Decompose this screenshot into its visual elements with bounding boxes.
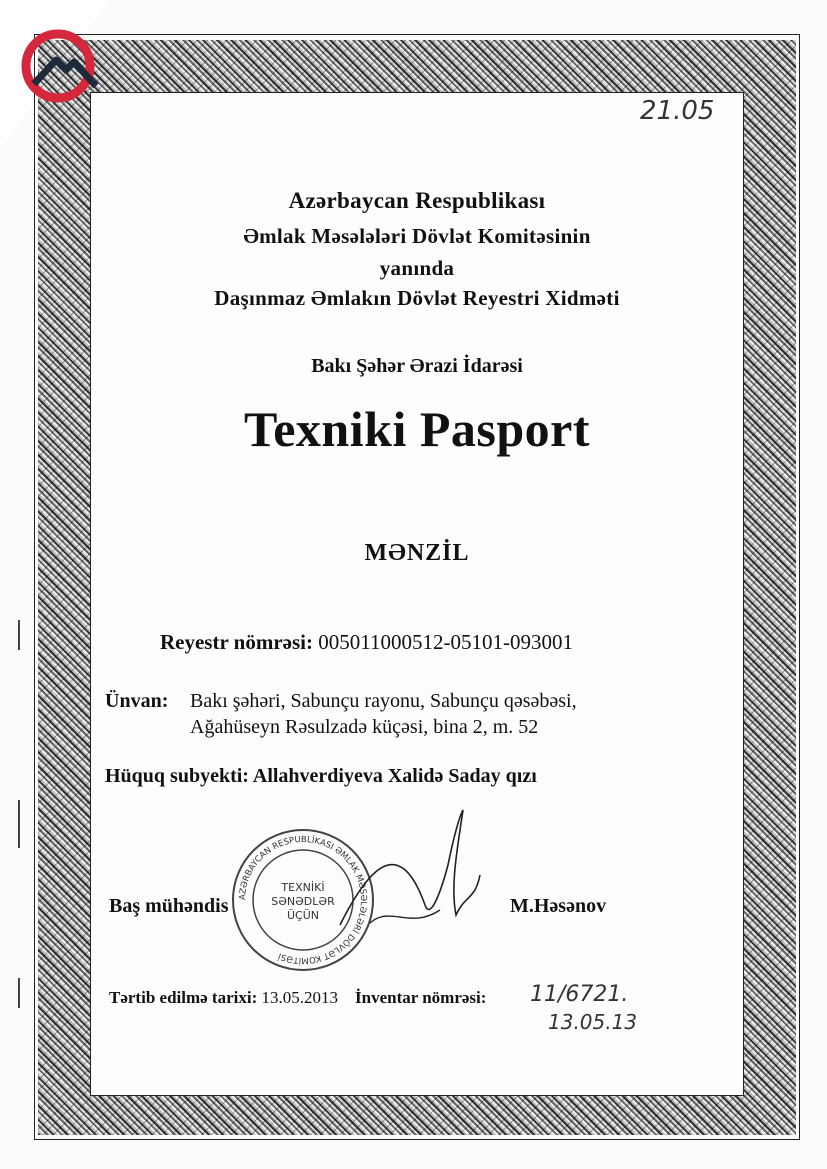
owner-label: Hüquq subyekti: (105, 765, 249, 787)
owner-row (105, 765, 537, 788)
svg-text:SƏNƏDLƏR: SƏNƏDLƏR (271, 895, 335, 908)
registry-label: Reyestr nömrəsi: (160, 630, 313, 654)
date-label: Tərtib edilmə tarixi: (109, 988, 258, 1007)
scan-margin-mark (18, 978, 20, 1008)
owner-value: Allahverdiyeva Xalidə Saday qızı (252, 765, 537, 787)
svg-text:TEXNİKİ: TEXNİKİ (281, 881, 325, 894)
scan-margin-mark (18, 800, 20, 848)
property-type: MƏNZİL (364, 540, 470, 566)
address-line-2: Ağahüseyn Rəsulzadə küçəsi, bina 2, m. 52 (190, 716, 539, 738)
header-committee: Əmlak Məsələləri Dövlət Komitəsinin (243, 224, 591, 248)
chief-engineer-label: Baş mühəndis (109, 895, 229, 917)
registry-value: 005011000512-05101-093001 (318, 630, 573, 654)
header-at: yanında (379, 256, 455, 280)
document-title: Texniki Pasport (243, 401, 590, 457)
handwritten-inventory-date: 13.05.13 (548, 1010, 638, 1034)
engineer-name: M.Həsənov (510, 895, 607, 917)
registry-number-row (160, 630, 573, 655)
address-line-1: Bakı şəhəri, Sabunçu rayonu, Sabunçu qəsəbəsi, (190, 690, 577, 712)
header-republic: Azərbaycan Respublikası (288, 188, 546, 213)
address-label: Ünvan: (105, 690, 169, 712)
svg-text:ÜÇÜN: ÜÇÜN (286, 909, 320, 922)
scan-margin-mark (18, 620, 20, 650)
footer-row (109, 988, 486, 1008)
office-name: Bakı Şəhər Ərazi İdarəsi (311, 355, 523, 377)
handwritten-inventory-number: 11/6721. (530, 982, 629, 1007)
inventory-label: İnventar nömrəsi: (355, 988, 487, 1007)
date-value: 13.05.2013 (261, 988, 338, 1007)
handwritten-note-top: 21.05 (640, 96, 715, 126)
signature-icon (330, 805, 490, 945)
brand-logo-icon (16, 24, 100, 108)
stamp-outer-text: AZƏRBAYCAN RESPUBLİKASI ƏMLAK MƏSƏLƏLƏRİ DÖVLƏT KOMİTƏSİ (237, 834, 369, 966)
header-service: Daşınmaz Əmlakın Dövlət Reyestri Xidməti (214, 286, 620, 310)
